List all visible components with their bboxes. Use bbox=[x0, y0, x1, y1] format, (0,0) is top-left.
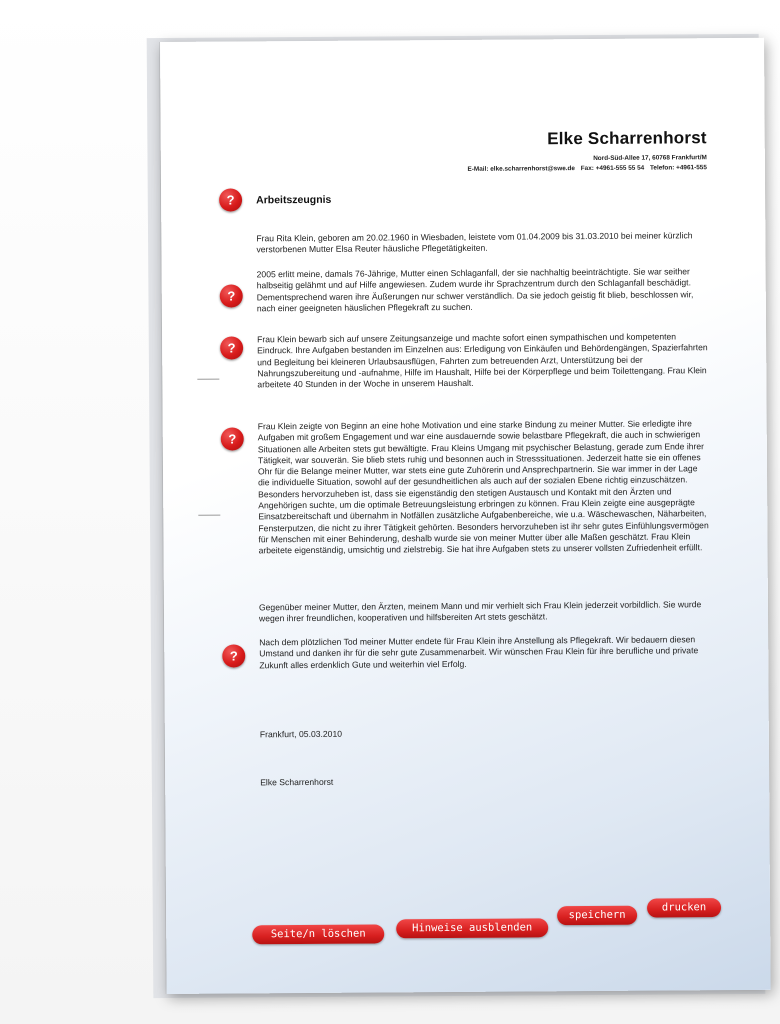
document-title: Arbeitszeugnis bbox=[256, 193, 332, 207]
page-mark bbox=[197, 379, 219, 380]
signature-name: Elke Scharrenhorst bbox=[260, 776, 334, 788]
paragraph-tasks: Frau Klein bewarb sich auf unsere Zeitungsanzeige und machte sofort einen sympathischen und kompetenten Eindruck. Ihre Aufgaben bestanden im Einzelnen aus: Erledigung von Einkäufen und Behördengängen, Spazierfahrten und Begleitung bei kleineren Urlaubsausflügen, Fahrten zum betreuenden Arzt, Unterstützung bei der Nahrungszubereitung und -aufnahme, Hilfe im Haushalt, Hilfe bei der Körperpflege und beim Toilettengang. Frau Klein arbeitete 40 Stunden in der Woche in unserem Haushalt. bbox=[257, 331, 708, 390]
paragraph-performance: Frau Klein zeigte von Beginn an eine hohe Motivation und eine starke Bindung zu meiner Mutter. Sie erledigte ihre Aufgaben mit großem Engagement und war eine ausdauernde sowie belastbare Pflegekraft, die auch in schwierigen Situationen alle Arbeiten stets gut bewältigte. Frau Kleins Umgang mit psychischer Belastung, gerade zum Ende ihrer Tätigkeit, war souverän. Sie blieb stets ruhig und besonnen auch in Stresssituationen. Jederzeit hatte sie ein offenes Ohr für die Belange meiner Mutter, war stets eine gute Zuhörerin und Ansprechpartnerin. Sie war immer in der Lage die individuelle Situation, sowohl auf der gesundheitlichen als auch auf der sozialen Ebene richtig einzuschätzen. Besonders hervorzuheben ist, dass sie eigenständig den stetigen Austausch und Kontakt mit den Ärzten und Angehörigen suchte, um die optimale Betreuungsleistung erbringen zu können. Frau Klein zeigte eine ausgeprägte Einsatzbereitschaft und übernahm in Notfällen zusätzliche Aufgabenbereiche, wie u.a. Wäschewaschen, Näharbeiten, Fensterputzen, die nicht zu ihrer Tätigkeit gehörten. Besonders hervorzuheben ist ihr sehr gutes Einfühlungsvermögen für Menschen mit einer Behinderung, deshalb wurde sie von meiner Mutter über alle Maßen geschätzt. Frau Klein arbeitete eigenständig, umsichtig und zielstrebig. Sie hat ihre Aufgaben stets zu unserer vollsten Zufriedenheit erfüllt. bbox=[257, 418, 709, 556]
question-mark-icon[interactable]: ? bbox=[220, 284, 243, 307]
sender-address: Nord-Süd-Allee 17, 60768 Frankfurt/M bbox=[593, 154, 707, 162]
question-mark-icon[interactable]: ? bbox=[222, 644, 245, 667]
paragraph-intro: Frau Rita Klein, geboren am 20.02.1960 in Wiesbaden, leistete vom 01.04.2009 bis 31.03.2010 bei meiner kürzlich verstorbenen Mutter Elsa Reuter häusliche Pflegetätigkeiten. bbox=[256, 230, 693, 255]
sender-name: Elke Scharrenhorst bbox=[547, 128, 707, 149]
hide-hints-button[interactable]: Hinweise ausblenden bbox=[396, 918, 548, 938]
question-mark-icon[interactable]: ? bbox=[220, 336, 243, 359]
delete-pages-button[interactable]: Seite/n löschen bbox=[252, 924, 384, 944]
save-button[interactable]: speichern bbox=[557, 906, 637, 926]
place-date: Frankfurt, 05.03.2010 bbox=[259, 728, 343, 740]
letterhead bbox=[463, 128, 707, 173]
paragraph-conduct: Gegenüber meiner Mutter, den Ärzten, meinem Mann und mir verhielt sich Frau Klein jederzeit vorbildlich. Sie wurde wegen ihrer freundlichen, kooperativen und hilfsbereiten Art stets geschätzt. bbox=[258, 599, 702, 624]
page-mark bbox=[198, 515, 220, 516]
sender-email: E-Mail: elke.scharrenhorst@swe.de bbox=[467, 165, 576, 173]
question-mark-icon[interactable]: ? bbox=[221, 427, 244, 450]
sender-fax: Fax: +4961-555 55 54 bbox=[580, 164, 645, 173]
paragraph-closing: Nach dem plötzlichen Tod meiner Mutter endete für Frau Klein ihre Anstellung als Pflegekraft. Wir bedauern diesen Umstand und danken ihr für die sehr gute Zusammenarbeit. Wir wünschen Frau Klein für ihre berufliche und private Zukunft alles erdenklich Gute und weiterhin viel Erfolg. bbox=[259, 634, 699, 670]
sender-contact bbox=[463, 164, 706, 173]
sender-phone: Telefon: +4961-555 bbox=[649, 164, 707, 172]
question-mark-icon[interactable]: ? bbox=[219, 188, 242, 211]
paragraph-background: 2005 erlitt meine, damals 76-Jährige, Mutter einen Schlaganfall, der sie nachhaltig beeinträchtigte. Sie war seither halbseitig gelähmt und auf Hilfe angewiesen. Zudem wurde ihr Sprachzentrum durch den Schlaganfall beschädigt. Dementsprechend waren ihre Äußerungen nur schwer verständlich. Da sie jedoch geistig fit blieb, beschlossen wir, nach einer geeigneten häuslichen Pflegekraft zu suchen. bbox=[256, 266, 694, 314]
document-page bbox=[160, 38, 771, 994]
print-button[interactable]: drucken bbox=[647, 898, 721, 918]
